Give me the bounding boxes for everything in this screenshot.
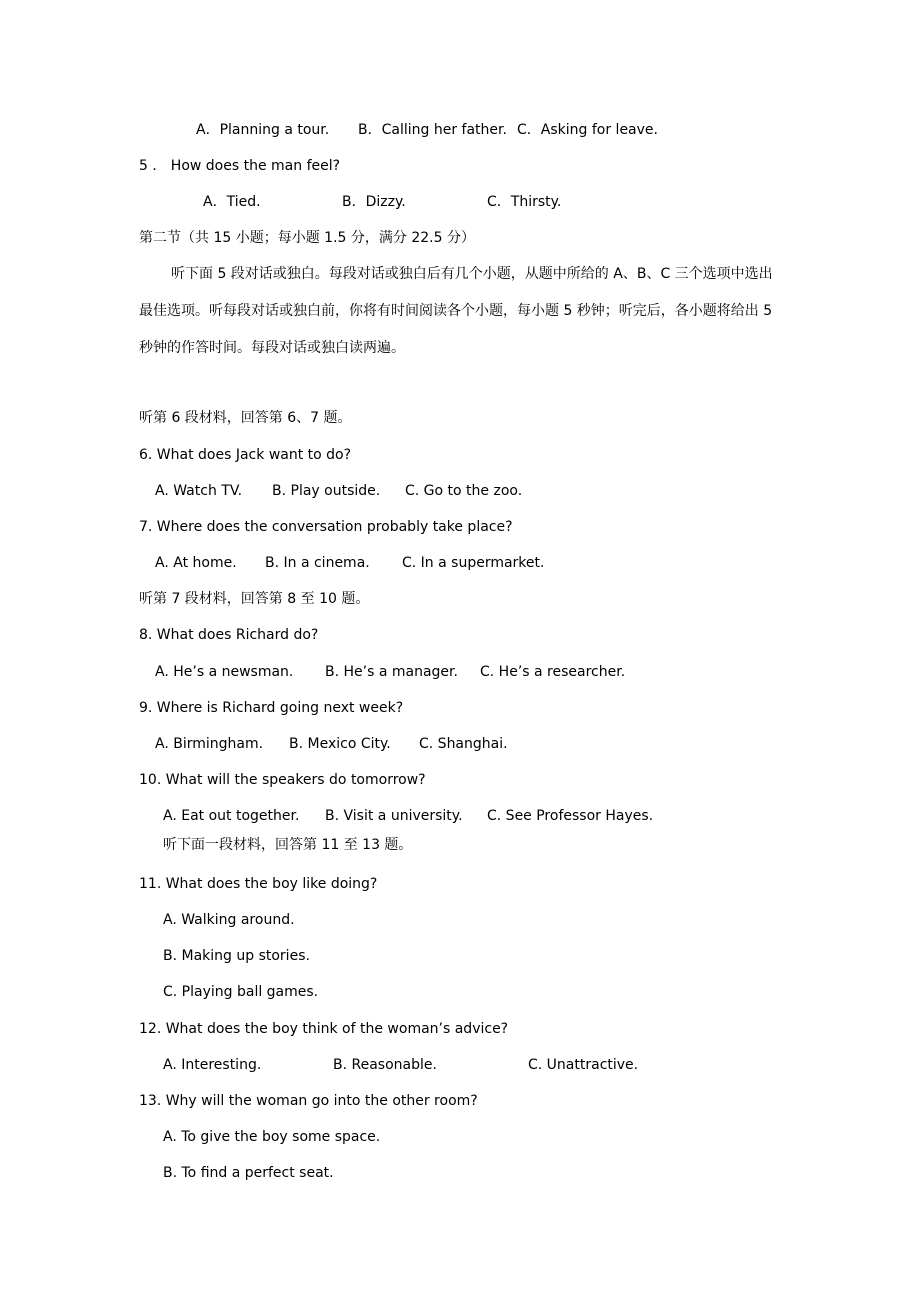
q5-option-c: C．Thirsty. xyxy=(487,194,562,210)
q13-option-b: B. To find a perfect seat. xyxy=(163,1165,334,1181)
q8-question: 8. What does Richard do? xyxy=(139,627,319,643)
q6-option-b: B. Play outside. xyxy=(272,483,381,499)
q6-option-c: C. Go to the zoo. xyxy=(405,483,523,499)
q5-option-a: A．Tied. xyxy=(203,194,261,210)
q11-option-c: C. Playing ball games. xyxy=(163,984,319,1000)
q7-option-c: C. In a supermarket. xyxy=(402,555,545,571)
q6-options xyxy=(155,481,522,501)
q7-option-a: A. At home. xyxy=(155,555,237,571)
section2-heading: 第二节（共 15 小题；每小题 1.5 分，满分 22.5 分） xyxy=(139,230,475,246)
q11-option-a: A. Walking around. xyxy=(163,912,295,928)
q7-options xyxy=(155,553,544,573)
q8-option-c: C. He’s a researcher. xyxy=(480,664,626,680)
q11-question: 11. What does the boy like doing? xyxy=(139,876,378,892)
q7-question: 7. Where does the conversation probably take place? xyxy=(139,519,513,535)
q10-options xyxy=(163,806,653,826)
q9-option-c: C. Shanghai. xyxy=(419,736,508,752)
q11-option-b: B. Making up stories. xyxy=(163,948,310,964)
q7-option-b: B. In a cinema. xyxy=(265,555,370,571)
q10-option-a: A. Eat out together. xyxy=(163,808,300,824)
q4-option-a: A．Planning a tour. xyxy=(196,122,330,138)
q6-option-a: A. Watch TV. xyxy=(155,483,243,499)
q12-option-a: A. Interesting. xyxy=(163,1057,262,1073)
passage8-label: 听下面一段材料，回答第 11 至 13 题。 xyxy=(163,837,413,853)
passage6-label: 听第 6 段材料，回答第 6、7 题。 xyxy=(139,410,352,426)
q10-question: 10. What will the speakers do tomorrow? xyxy=(139,772,426,788)
q12-option-c: C. Unattractive. xyxy=(528,1057,639,1073)
q12-option-b: B. Reasonable. xyxy=(333,1057,437,1073)
q9-option-b: B. Mexico City. xyxy=(289,736,391,752)
q5-question: 5 ． How does the man feel? xyxy=(139,158,341,174)
q13-question: 13. Why will the woman go into the other room? xyxy=(139,1093,478,1109)
q10-option-c: C. See Professor Hayes. xyxy=(487,808,654,824)
passage7-label: 听第 7 段材料，回答第 8 至 10 题。 xyxy=(139,591,370,607)
q10-option-b: B. Visit a university. xyxy=(325,808,463,824)
q8-options xyxy=(155,662,625,682)
q5-options xyxy=(203,192,561,212)
q5-option-b: B．Dizzy. xyxy=(342,194,406,210)
q9-question: 9. Where is Richard going next week? xyxy=(139,700,404,716)
q9-option-a: A. Birmingham. xyxy=(155,736,264,752)
q12-question: 12. What does the boy think of the woman’s advice? xyxy=(139,1021,509,1037)
q9-options xyxy=(155,734,508,754)
q4-options xyxy=(196,120,658,140)
q4-option-b: B．Calling her father. xyxy=(358,122,507,138)
q8-option-b: B. He’s a manager. xyxy=(325,664,458,680)
section2-instructions: 听下面 5 段对话或独白。每段对话或独白后有几个小题，从题中所给的 A、B、C 三个选项中选出最佳选项。听每段对话或独白前，你将有时间阅读各个小题，每小题 5 秒钟；听完后，各小题将给出 5 秒钟的作答时间。每段对话或独白读两遍。 xyxy=(139,266,773,356)
q4-option-c: C．Asking for leave. xyxy=(517,122,658,138)
q6-question: 6. What does Jack want to do? xyxy=(139,447,352,463)
q8-option-a: A. He’s a newsman. xyxy=(155,664,294,680)
q13-option-a: A. To give the boy some space. xyxy=(163,1129,381,1145)
q12-options xyxy=(163,1055,638,1075)
